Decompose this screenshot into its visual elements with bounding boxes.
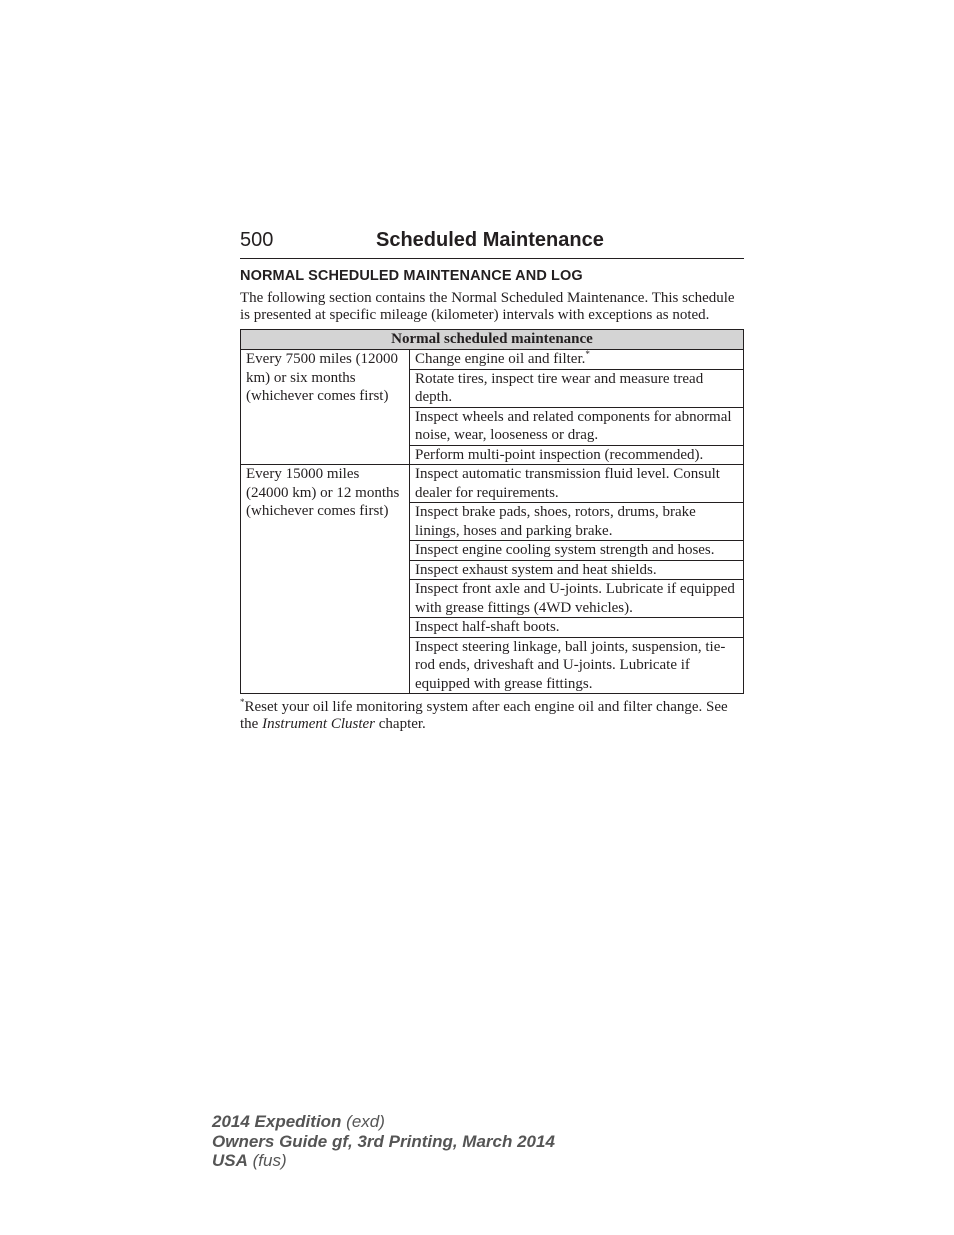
task-cell: Inspect engine cooling system strength and hoses. xyxy=(410,541,744,561)
footer-model-line xyxy=(212,1112,555,1132)
interval-cell: Every 7500 miles (12000 km) or six months (whichever comes first) xyxy=(241,350,410,465)
footer-model-code: (exd) xyxy=(346,1112,385,1131)
task-cell xyxy=(410,350,744,370)
subheading: NORMAL SCHEDULED MAINTENANCE AND LOG xyxy=(240,268,583,284)
task-text: Change engine oil and filter. xyxy=(415,351,586,367)
footnote-text: Reset your oil life monitoring system after each engine oil and filter change. See the xyxy=(240,699,728,732)
task-cell: Inspect wheels and related components for abnormal noise, wear, looseness or drag. xyxy=(410,407,744,445)
task-cell: Inspect steering linkage, ball joints, suspension, tie-rod ends, driveshaft and U-joints. Lubricate if equipped with grease fittings. xyxy=(410,637,744,694)
table-row xyxy=(241,465,744,503)
footer-region-line xyxy=(212,1151,555,1171)
task-cell: Inspect front axle and U-joints. Lubricate if equipped with grease fittings (4WD vehicles). xyxy=(410,580,744,618)
table-title: Normal scheduled maintenance xyxy=(241,330,744,350)
footnote-marker: * xyxy=(240,697,245,707)
footer-region: USA xyxy=(212,1151,248,1170)
page-content xyxy=(240,229,744,732)
page-number: 500 xyxy=(240,229,274,251)
footer-guide-line xyxy=(212,1132,555,1152)
page-header xyxy=(240,229,744,259)
page-footer xyxy=(212,1112,555,1171)
maintenance-table xyxy=(240,329,744,694)
footer-model: 2014 Expedition xyxy=(212,1112,342,1131)
intro-paragraph: The following section contains the Normal Scheduled Maintenance. This schedule is presented at specific mileage (kilometer) intervals with exceptions as noted. xyxy=(240,290,735,323)
footnote xyxy=(240,699,744,732)
chapter-reference: Instrument Cluster xyxy=(262,715,375,732)
task-cell: Inspect automatic transmission fluid level. Consult dealer for requirements. xyxy=(410,465,744,503)
task-cell: Inspect half-shaft boots. xyxy=(410,618,744,638)
footer-region-code: (fus) xyxy=(252,1151,287,1170)
section-title: Scheduled Maintenance xyxy=(376,229,604,251)
table-row xyxy=(241,350,744,370)
footnote-text-end: chapter. xyxy=(375,715,426,732)
task-cell: Inspect exhaust system and heat shields. xyxy=(410,560,744,580)
task-cell: Perform multi-point inspection (recommended). xyxy=(410,445,744,465)
footnote-marker: * xyxy=(585,349,590,359)
task-cell: Inspect brake pads, shoes, rotors, drums, brake linings, hoses and parking brake. xyxy=(410,503,744,541)
task-cell: Rotate tires, inspect tire wear and measure tread depth. xyxy=(410,369,744,407)
interval-cell: Every 15000 miles (24000 km) or 12 months (whichever comes first) xyxy=(241,465,410,694)
footer-guide: Owners Guide gf, 3rd Printing, March 2014 xyxy=(212,1131,555,1151)
